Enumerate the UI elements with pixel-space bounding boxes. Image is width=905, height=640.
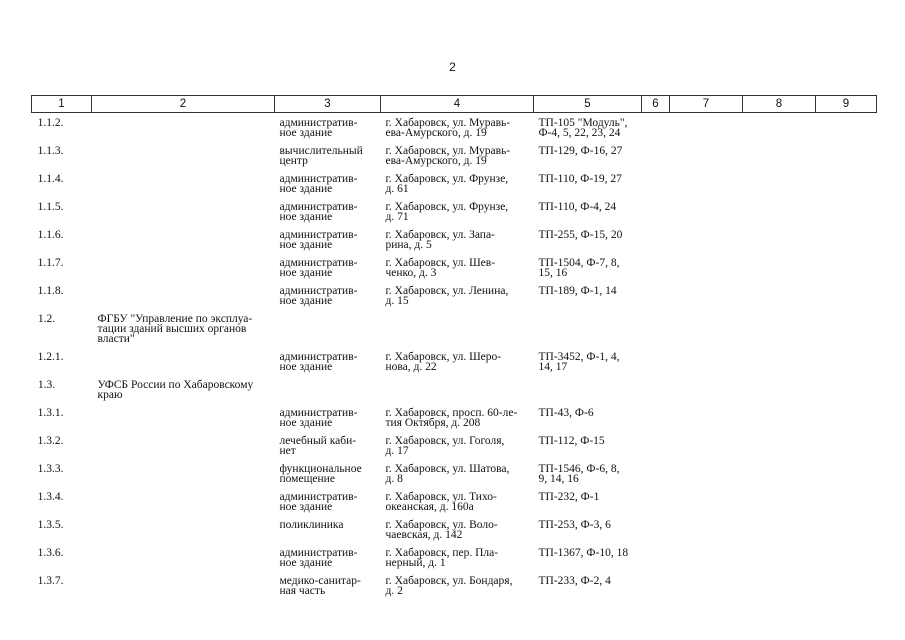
substation-feeder: ТП-253, Ф-3, 6 [538,519,611,531]
object-type: административ- ное здание [279,117,358,139]
organization-name [92,230,275,258]
object-address: г. Хабаровск, ул. Шев- ченко, д. 3 [385,257,496,279]
organization-name [92,352,275,380]
empty-cell [743,113,816,147]
table-row [32,230,877,258]
empty-cell [670,146,743,174]
table-row [32,492,877,520]
organization-name [92,113,275,147]
substation-feeder: ТП-1504, Ф-7, 8, 15, 16 [538,257,620,279]
row-number: 1.1.5. [37,201,64,213]
column-header: 4 [381,96,534,113]
object-address: г. Хабаровск, ул. Фрунзе, д. 61 [385,173,509,195]
empty-cell [642,258,670,286]
table-row [32,174,877,202]
substation-feeder: ТП-232, Ф-1 [538,491,600,503]
row-number: 1.2.1. [37,351,64,363]
table-row [32,202,877,230]
page-number: 2 [449,60,456,74]
empty-cell [743,352,816,380]
empty-cell [816,548,877,576]
empty-cell [743,408,816,436]
empty-cell [642,113,670,147]
row-number: 1.1.4. [37,173,64,185]
object-address: г. Хабаровск, просп. 60-ле- тия Октября, д. 208 [385,407,518,429]
empty-cell [743,314,816,352]
empty-cell [670,314,743,352]
empty-cell [743,230,816,258]
object-address: г. Хабаровск, ул. Муравь- ева-Амурского, д. 19 [385,145,511,167]
empty-cell [816,174,877,202]
substation-feeder: ТП-1367, Ф-10, 18 [538,547,629,559]
object-address: г. Хабаровск, ул. Фрунзе, д. 71 [385,201,509,223]
object-type: административ- ное здание [279,229,358,251]
empty-cell [670,436,743,464]
empty-cell [816,286,877,314]
organization-name [92,492,275,520]
organization-name [92,286,275,314]
empty-cell [743,520,816,548]
empty-cell [743,146,816,174]
empty-cell [670,380,743,408]
object-address: г. Хабаровск, ул. Тихо- океанская, д. 160а [385,491,497,513]
empty-cell [642,352,670,380]
object-address: г. Хабаровск, ул. Шеро- нова, д. 22 [385,351,502,373]
row-number: 1.1.8. [37,285,64,297]
empty-cell [642,174,670,202]
empty-cell [670,352,743,380]
table-row [32,146,877,174]
object-address: г. Хабаровск, ул. Запа- рина, д. 5 [385,229,495,251]
object-type [275,380,381,408]
substation-feeder [534,314,642,352]
empty-cell [743,174,816,202]
empty-cell [670,576,743,604]
substation-feeder: ТП-110, Ф-4, 24 [538,201,617,213]
empty-cell [816,408,877,436]
substation-feeder: ТП-43, Ф-6 [538,407,594,419]
table-row [32,380,877,408]
empty-cell [816,576,877,604]
substation-feeder: ТП-129, Ф-16, 27 [538,145,623,157]
object-type: медико-санитар- ная часть [279,575,361,597]
organization-name [92,146,275,174]
empty-cell [816,520,877,548]
empty-cell [670,492,743,520]
object-address: г. Хабаровск, ул. Бондаря, д. 2 [385,575,513,597]
organization-name: УФСБ России по Хабаровскому краю [97,379,254,401]
table-row [32,576,877,604]
empty-cell [743,286,816,314]
empty-cell [642,408,670,436]
organization-name [92,408,275,436]
empty-cell [642,202,670,230]
empty-cell [642,520,670,548]
empty-cell [642,576,670,604]
empty-cell [642,436,670,464]
object-type: административ- ное здание [279,407,358,429]
table-row [32,286,877,314]
column-header: 9 [816,96,877,113]
empty-cell [743,380,816,408]
substation-feeder: ТП-255, Ф-15, 20 [538,229,623,241]
empty-cell [743,258,816,286]
object-type: лечебный каби- нет [279,435,357,457]
empty-cell [816,113,877,147]
empty-cell [743,436,816,464]
empty-cell [642,314,670,352]
row-number: 1.3.3. [37,463,64,475]
empty-cell [743,492,816,520]
table-row [32,436,877,464]
object-address: г. Хабаровск, ул. Ленина, д. 15 [385,285,509,307]
empty-cell [816,230,877,258]
row-number: 1.3.4. [37,491,64,503]
column-header: 2 [92,96,275,113]
organization-name: ФГБУ "Управление по эксплуа- тации зданий высших органов власти" [97,313,253,345]
empty-cell [670,286,743,314]
organization-name [92,548,275,576]
empty-cell [816,202,877,230]
substation-feeder [534,380,642,408]
substation-feeder: ТП-233, Ф-2, 4 [538,575,611,587]
empty-cell [670,230,743,258]
empty-cell [816,314,877,352]
row-number: 1.2. [37,313,56,325]
table-row [32,352,877,380]
empty-cell [743,202,816,230]
column-header: 7 [670,96,743,113]
objects-table [31,95,877,604]
row-number: 1.3.2. [37,435,64,447]
table-row [32,548,877,576]
organization-name [92,258,275,286]
empty-cell [816,492,877,520]
substation-feeder: ТП-105 "Модуль", Ф-4, 5, 22, 23, 24 [538,117,628,139]
empty-cell [816,352,877,380]
table-row [32,113,877,147]
empty-cell [642,464,670,492]
empty-cell [670,258,743,286]
row-number: 1.1.2. [37,117,64,129]
empty-cell [670,548,743,576]
empty-cell [642,548,670,576]
empty-cell [642,380,670,408]
object-address: г. Хабаровск, ул. Муравь- ева-Амурского, д. 19 [385,117,511,139]
organization-name [92,464,275,492]
object-type [275,314,381,352]
table-body [32,113,877,605]
organization-name [92,576,275,604]
substation-feeder: ТП-110, Ф-19, 27 [538,173,622,185]
object-address: г. Хабаровск, ул. Гоголя, д. 17 [385,435,505,457]
object-address: г. Хабаровск, ул. Воло- чаевская, д. 142 [385,519,498,541]
empty-cell [670,113,743,147]
row-number: 1.3.6. [37,547,64,559]
empty-cell [743,464,816,492]
organization-name [92,202,275,230]
row-number: 1.1.6. [37,229,64,241]
object-type: административ- ное здание [279,285,358,307]
empty-cell [670,464,743,492]
object-type: административ- ное здание [279,351,358,373]
object-type: административ- ное здание [279,173,358,195]
column-header: 5 [534,96,642,113]
organization-name [92,174,275,202]
substation-feeder: ТП-112, Ф-15 [538,435,605,447]
substation-feeder: ТП-3452, Ф-1, 4, 14, 17 [538,351,620,373]
empty-cell [816,436,877,464]
object-type: административ- ное здание [279,491,358,513]
organization-name [92,520,275,548]
empty-cell [670,174,743,202]
empty-cell [642,492,670,520]
empty-cell [743,548,816,576]
table-row [32,258,877,286]
table-row [32,520,877,548]
object-address: г. Хабаровск, ул. Шатова, д. 8 [385,463,510,485]
substation-feeder: ТП-1546, Ф-6, 8, 9, 14, 16 [538,463,620,485]
object-address [381,314,534,352]
row-number: 1.3.7. [37,575,64,587]
table-row [32,408,877,436]
row-number: 1.3.5. [37,519,64,531]
object-address [381,380,534,408]
column-header: 6 [642,96,670,113]
row-number: 1.1.7. [37,257,64,269]
table-row [32,464,877,492]
object-address: г. Хабаровск, пер. Пла- нерный, д. 1 [385,547,499,569]
object-type: вычислительный центр [279,145,363,167]
column-header: 1 [32,96,92,113]
empty-cell [642,286,670,314]
table-row [32,314,877,352]
empty-cell [816,146,877,174]
empty-cell [816,380,877,408]
object-type: административ- ное здание [279,257,358,279]
row-number: 1.1.3. [37,145,64,157]
empty-cell [743,576,816,604]
empty-cell [816,464,877,492]
row-number: 1.3.1. [37,407,64,419]
empty-cell [670,202,743,230]
empty-cell [642,230,670,258]
object-type: функциональное помещение [279,463,362,485]
object-type: поликлиника [279,519,344,531]
substation-feeder: ТП-189, Ф-1, 14 [538,285,617,297]
empty-cell [670,408,743,436]
object-type: административ- ное здание [279,547,358,569]
empty-cell [816,258,877,286]
row-number: 1.3. [37,379,56,391]
object-type: административ- ное здание [279,201,358,223]
empty-cell [670,520,743,548]
column-header: 8 [743,96,816,113]
empty-cell [642,146,670,174]
table-header-row [32,96,877,113]
organization-name [92,436,275,464]
column-header: 3 [275,96,381,113]
